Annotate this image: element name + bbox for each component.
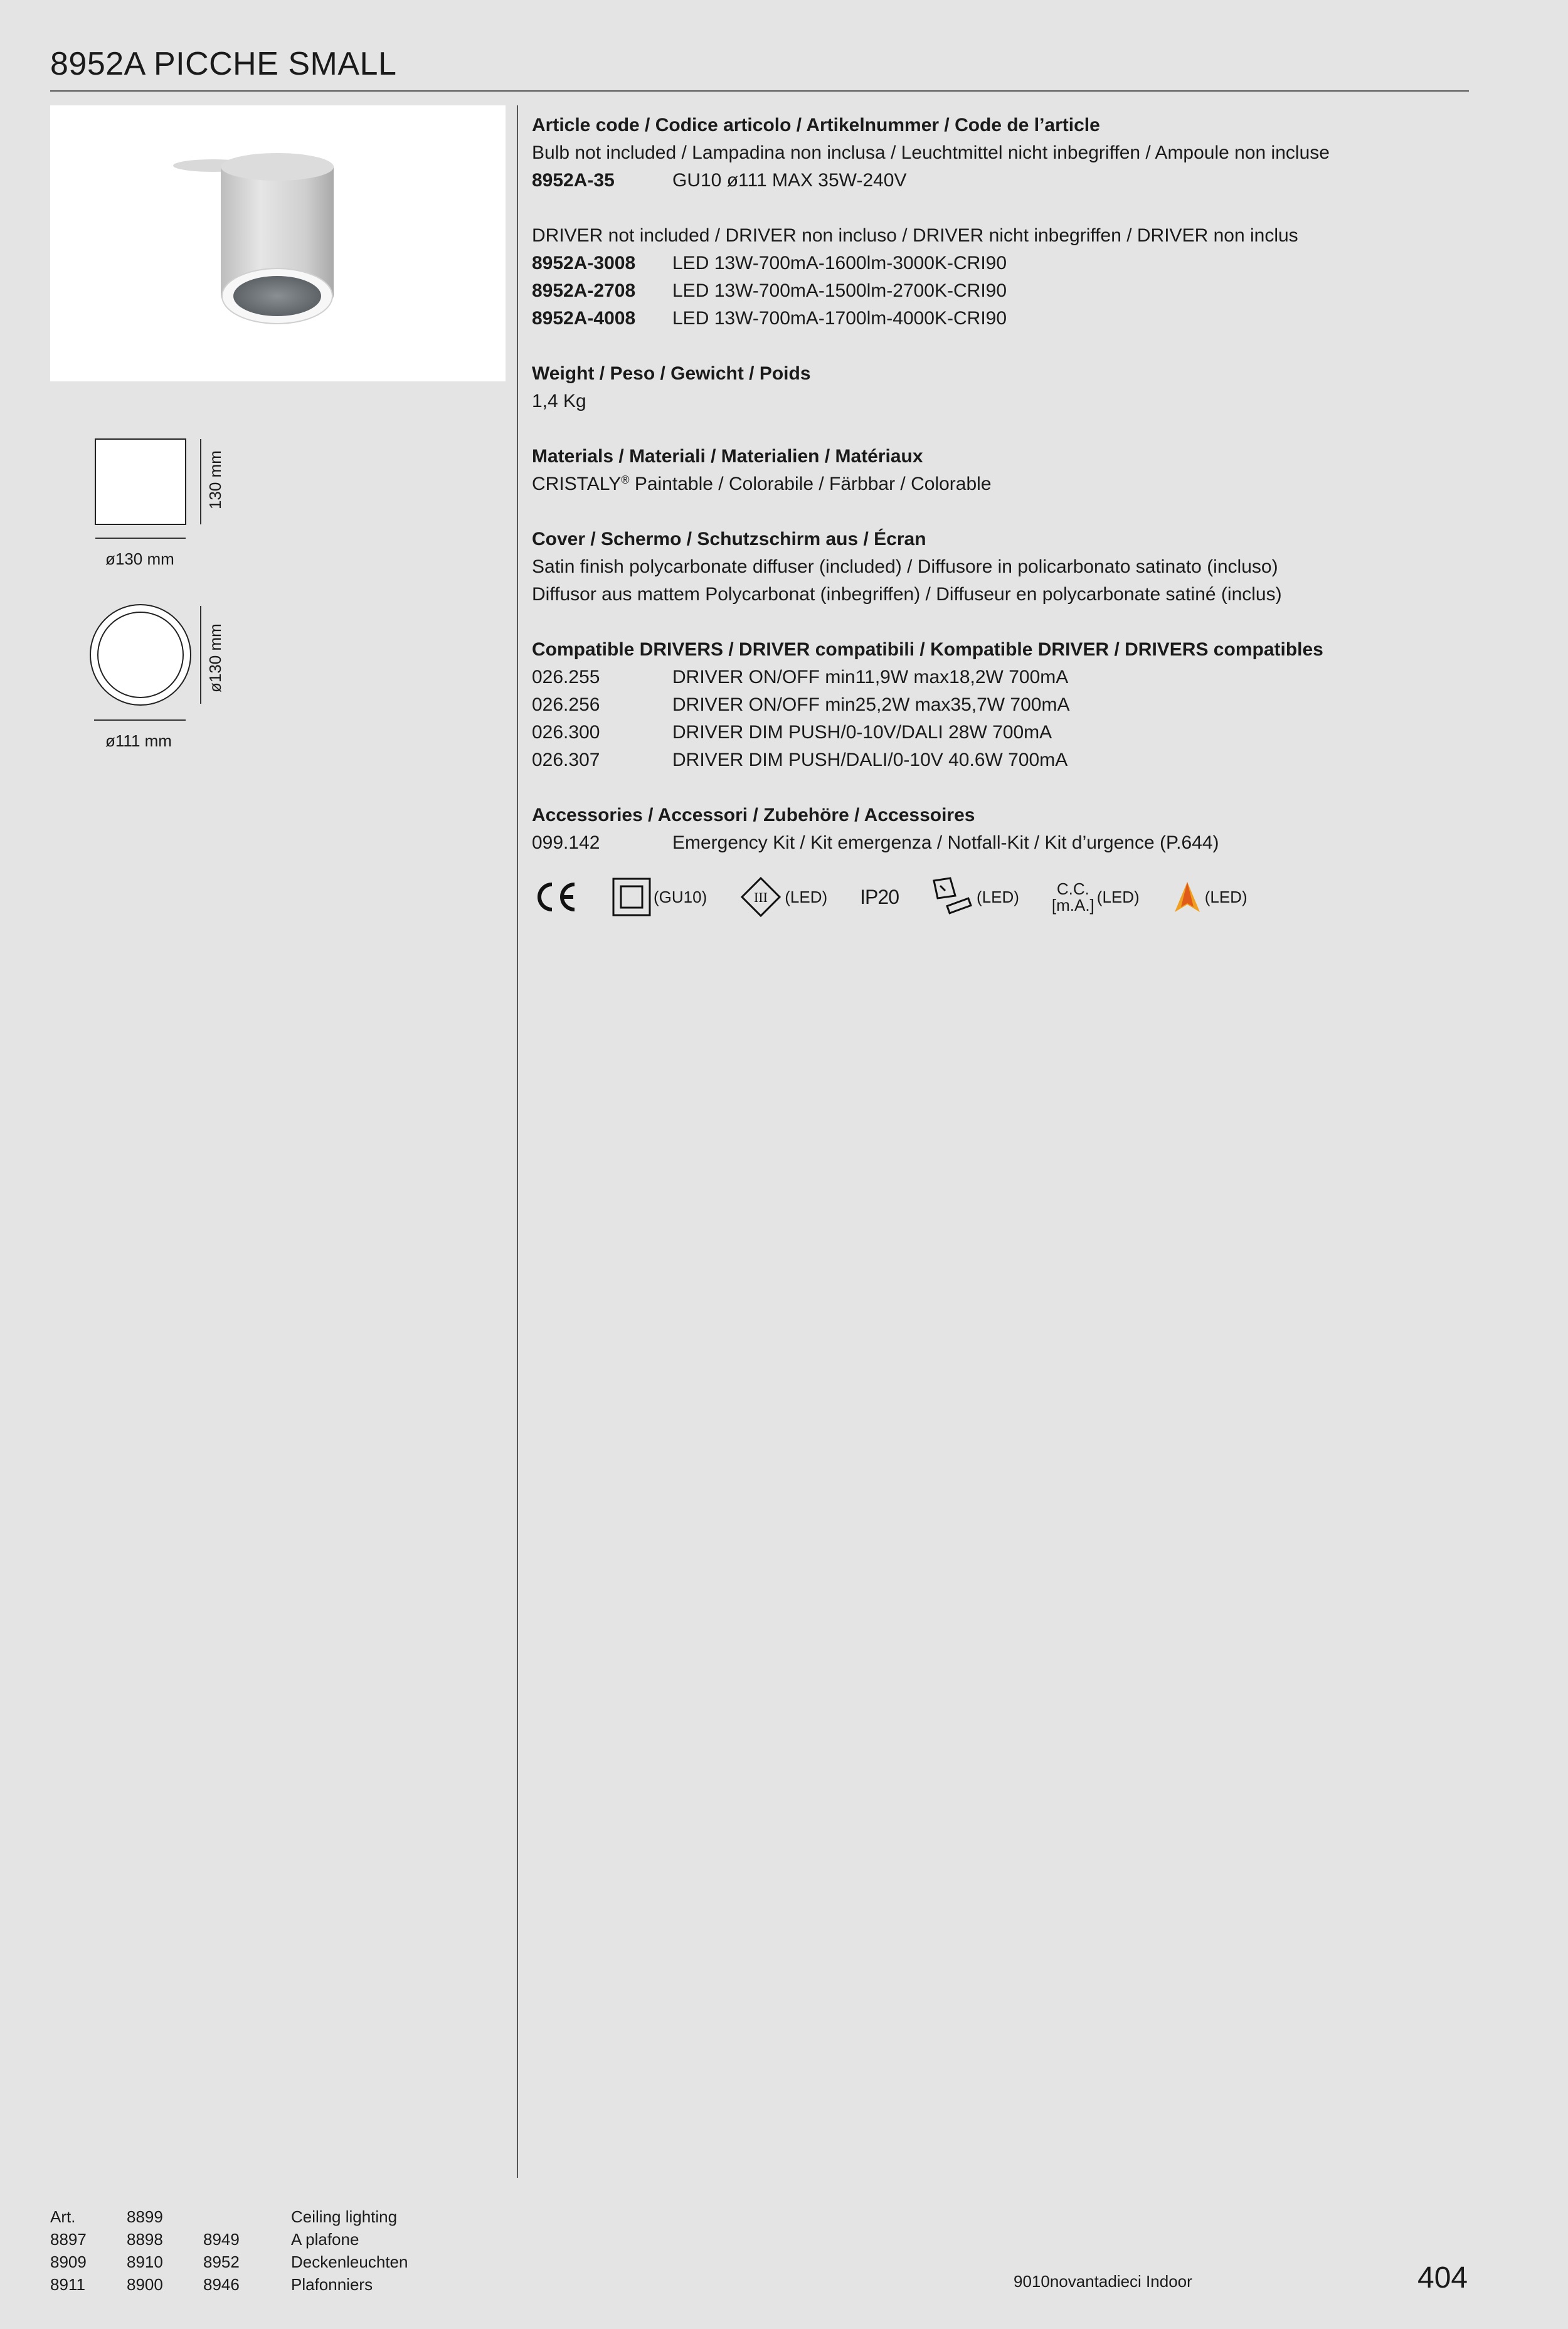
constant-current-group (1052, 881, 1140, 913)
remote-label: (LED) (976, 888, 1019, 906)
cc-bottom: [m.A.] (1051, 896, 1094, 915)
specifications (532, 112, 1460, 922)
front-height-label: 130 mm (206, 450, 225, 509)
accessory-row (532, 829, 1460, 857)
footer-item: Art. (50, 2207, 76, 2226)
lamp-replacement-icon (931, 877, 974, 917)
remote-group (931, 877, 1019, 917)
photobiological-risk-icon (1172, 879, 1202, 915)
footer-item[interactable]: 8909 (50, 2252, 87, 2271)
led-code: 8952A-3008 (532, 253, 636, 273)
footer-category: A plafone (291, 2230, 359, 2249)
footer-item (203, 2205, 278, 2228)
bulb-code: 8952A-35 (532, 170, 615, 191)
ip-group (860, 883, 899, 911)
bulb-desc: GU10 ø111 MAX 35W-240V (672, 170, 907, 191)
cover-heading: Cover / Schermo / Schutzschirm aus / Écran (532, 529, 926, 549)
constant-current-icon (1052, 881, 1094, 913)
page-title: 8952A PICCHE SMALL (50, 46, 397, 82)
weight-section (532, 360, 1460, 415)
cover-section (532, 526, 1460, 608)
driver-code: 026.255 (532, 667, 600, 687)
bulb-note: Bulb not included / Lampadina non inclusa / Leuchtmittel nicht inbegriffen / Ampoule non incluse (532, 142, 1330, 163)
registered-mark: ® (621, 474, 630, 486)
footer-item[interactable]: 8949 (203, 2230, 240, 2249)
top-width-label: ø111 mm (105, 731, 172, 750)
footer-item[interactable]: 8946 (203, 2275, 240, 2294)
led-section (532, 222, 1460, 332)
led-desc: LED 13W-700mA-1700lm-4000K-CRI90 (672, 308, 1007, 329)
class2-label: (GU10) (654, 888, 707, 906)
driver-code: 026.256 (532, 694, 600, 715)
driver-code: 026.307 (532, 750, 600, 770)
led-code: 8952A-2708 (532, 280, 636, 301)
footer-item[interactable]: 8898 (127, 2230, 163, 2249)
materials-value (532, 470, 1460, 498)
footer-col-3 (203, 2205, 278, 2296)
led-row (532, 277, 1460, 305)
accessory-code: 099.142 (532, 832, 600, 853)
class2-insulation-icon (612, 878, 651, 916)
certification-icons (532, 872, 1460, 922)
footer-col-4 (291, 2205, 479, 2296)
class3-group (739, 876, 827, 918)
driver-desc: DRIVER ON/OFF min11,9W max18,2W 700mA (672, 667, 1069, 687)
led-row (532, 250, 1460, 277)
ce-mark-group (532, 878, 580, 916)
led-row (532, 305, 1460, 332)
driver-row (532, 746, 1460, 774)
footer-category: Deckenleuchten (291, 2252, 408, 2271)
class2-group (612, 878, 707, 916)
materials-heading: Materials / Materiali / Materialien / Matériaux (532, 446, 923, 467)
class3-insulation-icon (739, 876, 782, 918)
cc-top: C.C. (1056, 879, 1089, 898)
accessory-desc: Emergency Kit / Kit emergenza / Notfall-Kit / Kit d’urgence (P.644) (672, 832, 1219, 853)
driver-desc: DRIVER ON/OFF min25,2W max35,7W 700mA (672, 694, 1070, 715)
materials-desc: Paintable / Colorabile / Färbbar / Colorable (629, 474, 992, 494)
drivers-heading: Compatible DRIVERS / DRIVER compatibili / Kompatible DRIVER / DRIVERS compatibles (532, 639, 1323, 660)
led-desc: LED 13W-700mA-1600lm-3000K-CRI90 (672, 253, 1007, 273)
page-number: 404 (1417, 2261, 1468, 2295)
product-photo (50, 105, 506, 381)
top-height-label: ø130 mm (206, 623, 225, 692)
bulb-row (532, 167, 1460, 194)
footer-col-1 (50, 2205, 125, 2296)
article-section (532, 112, 1460, 194)
materials-section (532, 443, 1460, 498)
footer-item[interactable]: 8952 (203, 2252, 240, 2271)
front-width-label: ø130 mm (105, 549, 174, 568)
weight-value: 1,4 Kg (532, 391, 586, 411)
driver-row (532, 664, 1460, 691)
materials-brand: CRISTALY (532, 474, 622, 494)
cc-label: (LED) (1096, 888, 1140, 906)
footer-category: Plafonniers (291, 2275, 373, 2294)
class3-label: (LED) (785, 888, 828, 906)
column-divider (517, 105, 518, 2178)
class3-mark: III (754, 889, 768, 905)
risk-group (1172, 879, 1248, 915)
weight-heading: Weight / Peso / Gewicht / Poids (532, 363, 811, 384)
cover-line: Diffusor aus mattem Polycarbonat (inbegriffen) / Diffuseur en polycarbonate satiné (inclus) (532, 584, 1282, 605)
footer-item[interactable]: 8897 (50, 2230, 87, 2249)
drivers-section (532, 636, 1460, 774)
footer-item[interactable]: 8911 (50, 2275, 85, 2294)
brand-name: 9010novantadieci Indoor (1014, 2272, 1192, 2291)
accessories-section (532, 802, 1460, 857)
footer-col-2 (127, 2205, 202, 2296)
title-divider (50, 90, 1469, 92)
cover-line: Satin finish polycarbonate diffuser (included) / Diffusore in policarbonato satinato (incluso) (532, 556, 1278, 577)
led-desc: LED 13W-700mA-1500lm-2700K-CRI90 (672, 280, 1007, 301)
driver-desc: DRIVER DIM PUSH/0-10V/DALI 28W 700mA (672, 722, 1052, 743)
ce-mark-icon (532, 878, 580, 916)
driver-desc: DRIVER DIM PUSH/DALI/0-10V 40.6W 700mA (672, 750, 1068, 770)
ip-rating: IP20 (860, 886, 899, 908)
risk-label: (LED) (1204, 888, 1248, 906)
driver-note: DRIVER not included / DRIVER non incluso / DRIVER nicht inbegriffen / DRIVER non inclus (532, 225, 1298, 246)
driver-code: 026.300 (532, 722, 600, 743)
article-heading: Article code / Codice articolo / Artikelnummer / Code de l’article (532, 115, 1100, 135)
led-code: 8952A-4008 (532, 308, 636, 329)
driver-row (532, 719, 1460, 746)
product-image (50, 105, 506, 381)
footer-item[interactable]: 8899 (127, 2207, 163, 2226)
footer-item[interactable]: 8900 (127, 2275, 163, 2294)
driver-row (532, 691, 1460, 719)
accessories-heading: Accessories / Accessori / Zubehöre / Accessoires (532, 805, 975, 825)
footer-item[interactable]: 8910 (127, 2252, 163, 2271)
footer-category: Ceiling lighting (291, 2207, 398, 2226)
